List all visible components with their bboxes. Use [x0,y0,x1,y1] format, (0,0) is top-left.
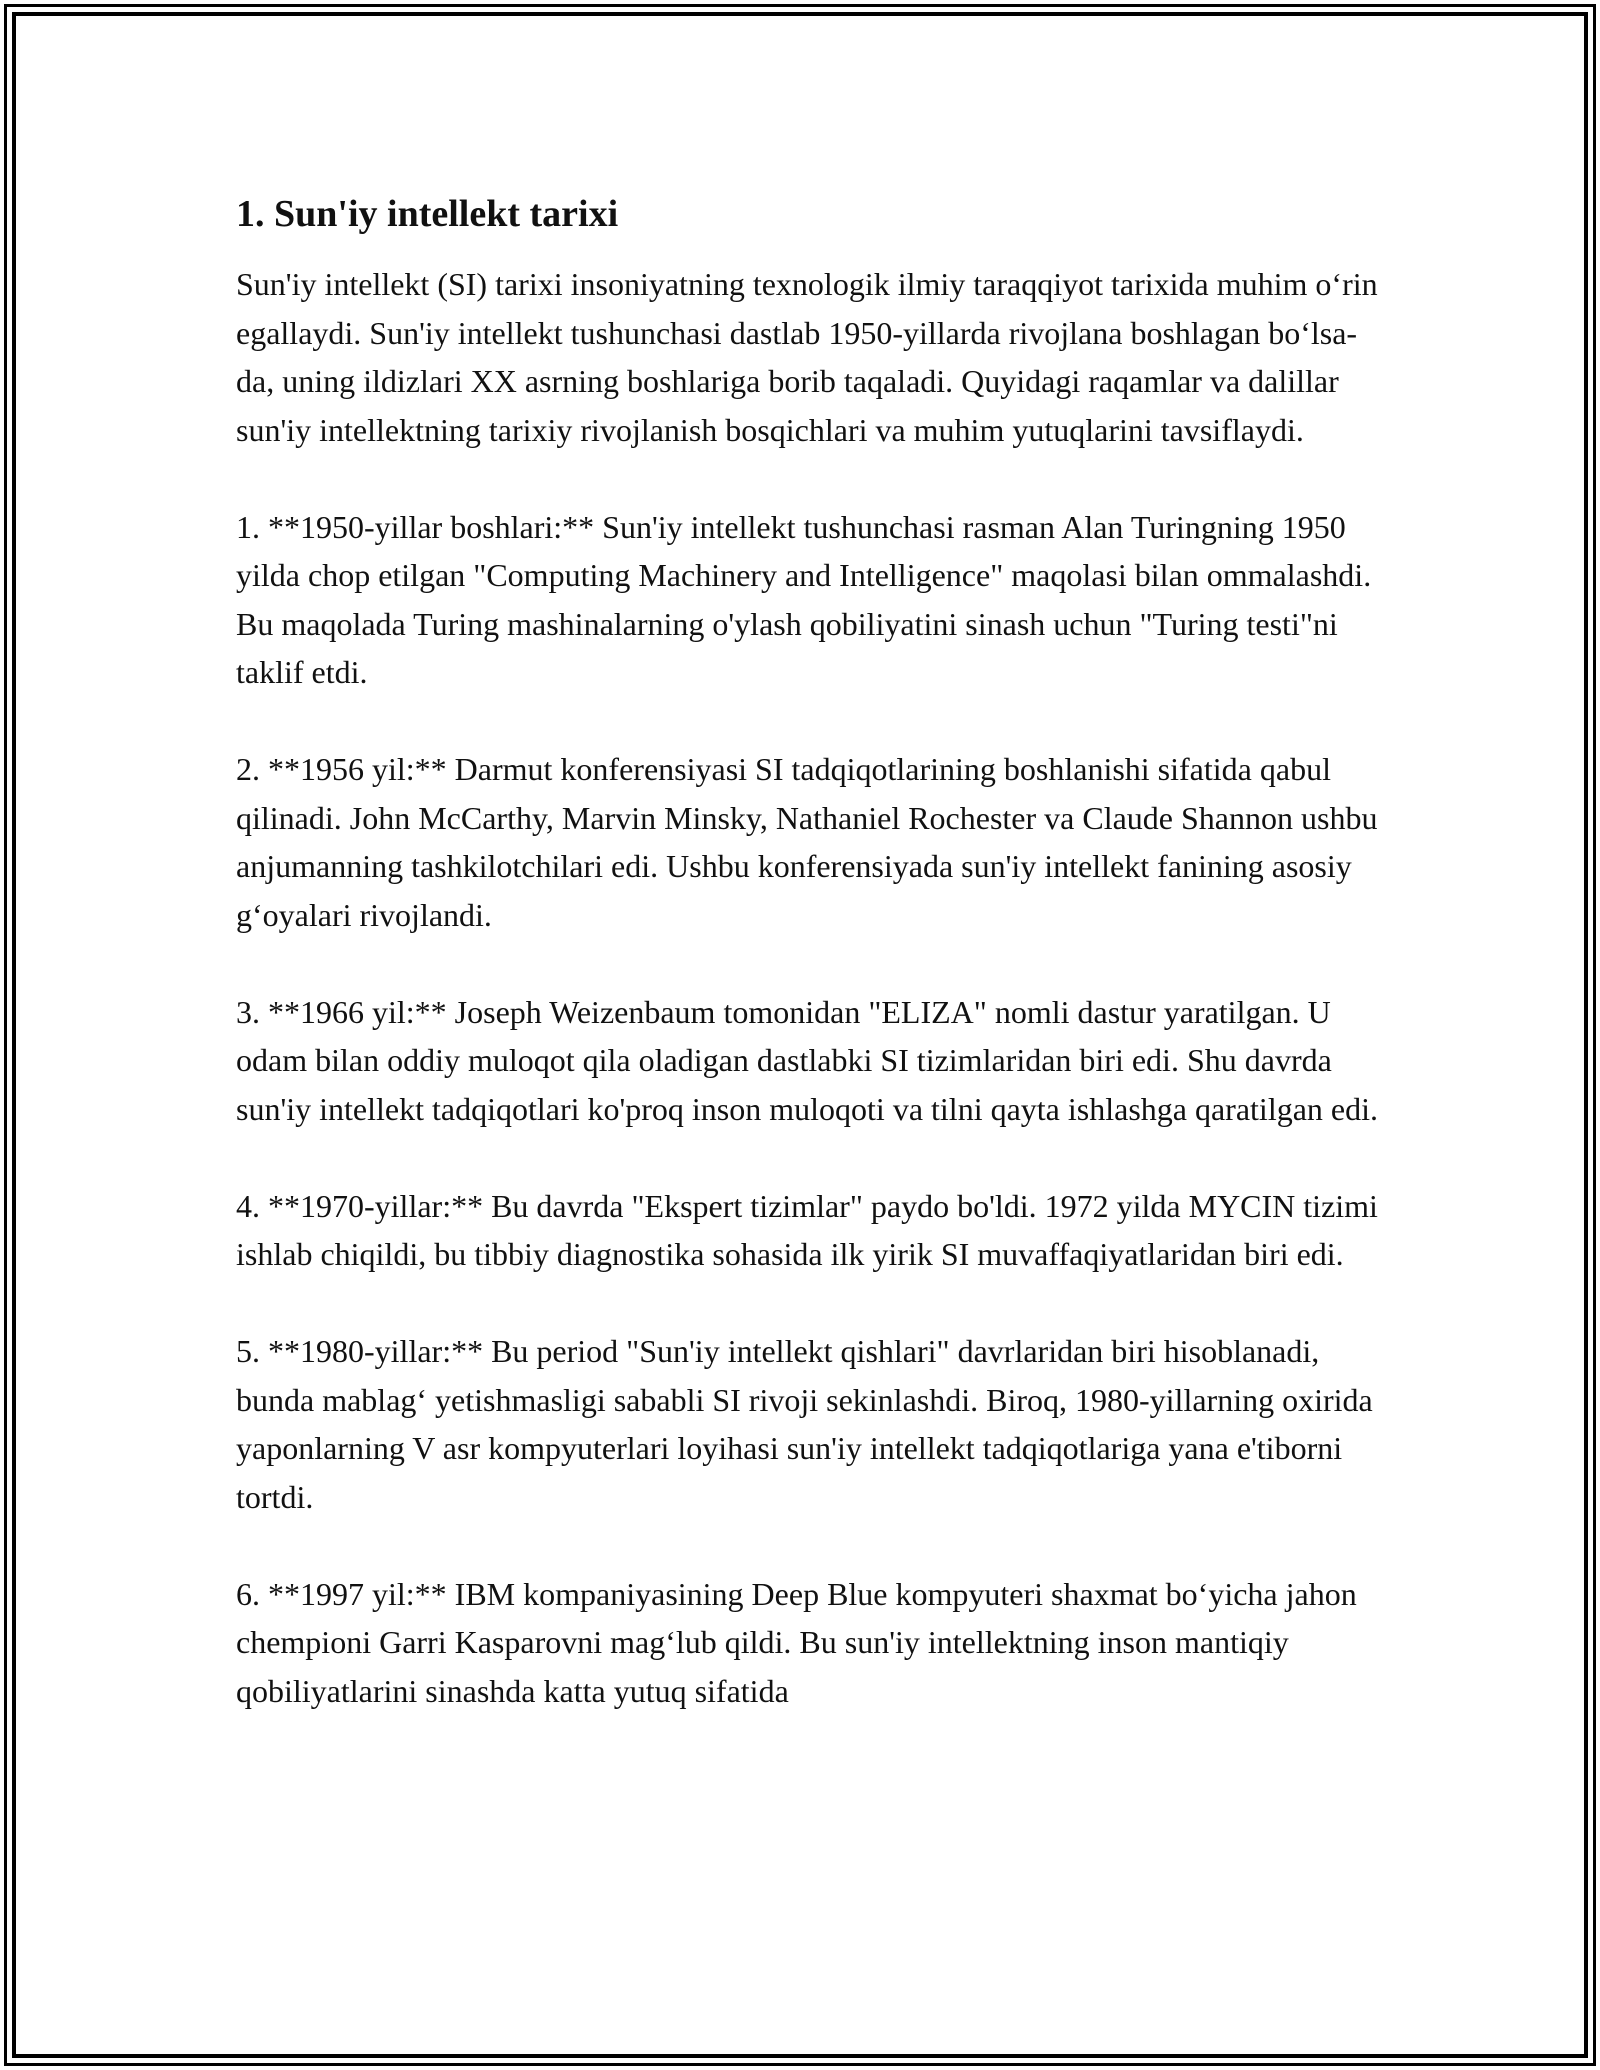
list-item-1970s: 4. **1970-yillar:** Bu davrda "Ekspert tizimlar" paydo bo'ldi. 1972 yilda MYCIN tizimi ishlab chiqildi, bu tibbiy diagnostika sohasida ilk yirik SI muvaffaqiyatlaridan biri edi. [236,1187,1378,1272]
list-item-1980s: 5. **1980-yillar:** Bu period "Sun'iy intellekt qishlari" davrlaridan biri hisoblanadi, bunda mablag‘ yetishmasligi sababli SI rivoji sekinlashdi. Biroq, 1980-yillarning oxirida yaponlarning V asr kompyuterlari loyihasi sun'iy intellekt tadqiqotlariga yana e'tiborni tortdi. [236,1333,1373,1515]
intro-paragraph: Sun'iy intellekt (SI) tarixi insoniyatning texnologik ilmiy taraqqiyot tarixida muhim o‘rin egallaydi. Sun'iy intellekt tushunchasi dastlab 1950-yillarda rivojlana boshlagan bo‘lsa-da, uning ildizlari XX asrning boshlariga borib taqaladi. Quyidagi raqamlar va dalillar sun'iy intellektning tarixiy rivojlanish bosqichlari va muhim yutuqlarini tavsiflaydi. [236,266,1378,448]
list-item-1956: 2. **1956 yil:** Darmut konferensiyasi SI tadqiqotlarining boshlanishi sifatida qabul qilinadi. John McCarthy, Marvin Minsky, Nathaniel Rochester va Claude Shannon ushbu anjumanning tashkilotchilari edi. Ushbu konferensiyada sun'iy intellekt fanining asosiy g‘oyalari rivojlandi. [236,751,1378,933]
document-body [236,190,1386,1715]
section-heading: 1. Sun'iy intellekt tarixi [236,193,619,235]
list-item-1950s: 1. **1950-yillar boshlari:** Sun'iy intellekt tushunchasi rasman Alan Turingning 1950 yilda chop etilgan "Computing Machinery and Intelligence" maqolasi bilan ommalashdi. Bu maqolada Turing mashinalarning o'ylash qobiliyatini sinash uchun "Turing testi"ni taklif etdi. [236,508,1372,690]
list-item-1997: 6. **1997 yil:** IBM kompaniyasining Deep Blue kompyuteri shaxmat bo‘yicha jahon chempioni Garri Kasparovni mag‘lub qildi. Bu sun'iy intellektning inson mantiqiy qobiliyatlarini sinashda katta yutuq sifatida [236,1575,1357,1709]
list-item-1966: 3. **1966 yil:** Joseph Weizenbaum tomonidan "ELIZA" nomli dastur yaratilgan. U odam bilan oddiy muloqot qila oladigan dastlabki SI tizimlaridan biri edi. Shu davrda sun'iy intellekt tadqiqotlari ko'proq inson muloqoti va tilni qayta ishlashga qaratilgan edi. [236,993,1378,1127]
